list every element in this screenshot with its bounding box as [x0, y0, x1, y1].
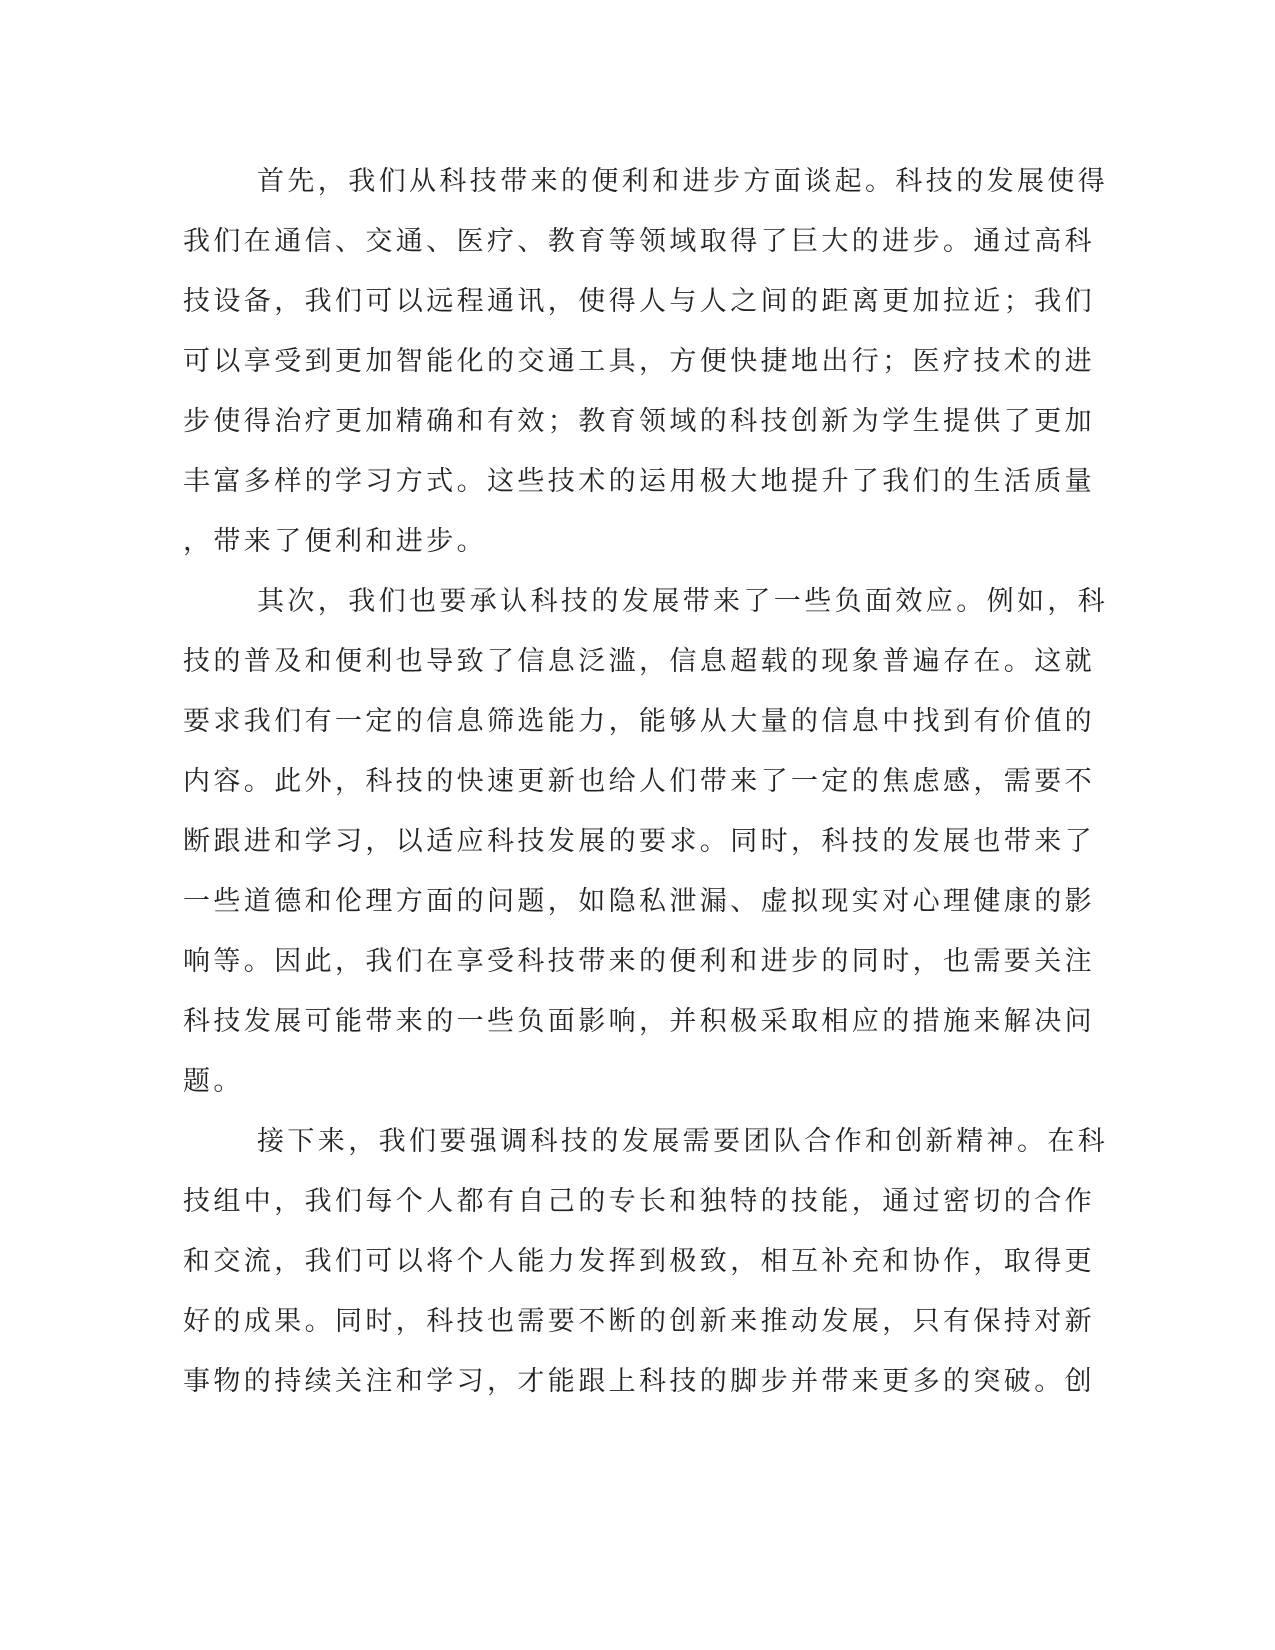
paragraph-line: 步使得治疗更加精确和有效；教育领域的科技创新为学生提供了更加: [183, 406, 1095, 437]
paragraph-line: 可以享受到更加智能化的交通工具，方便快捷地出行；医疗技术的进: [183, 346, 1095, 377]
body-text: [183, 152, 1109, 1412]
paragraph-line: 技组中，我们每个人都有自己的专长和独特的技能，通过密切的合作: [183, 1186, 1095, 1217]
paragraph-line: 响等。因此，我们在享受科技带来的便利和进步的同时，也需要关注: [183, 946, 1095, 977]
paragraph-line: 其次，我们也要承认科技的发展带来了一些负面效应。例如，科: [257, 586, 1109, 617]
paragraph-2: [183, 572, 1109, 1112]
paragraph-line: 题。: [183, 1066, 244, 1097]
paragraph-line: 好的成果。同时，科技也需要不断的创新来推动发展，只有保持对新: [183, 1306, 1095, 1337]
paragraph-line: 我们在通信、交通、医疗、教育等领域取得了巨大的进步。通过高科: [183, 226, 1095, 257]
paragraph-1: [183, 152, 1109, 572]
paragraph-line: 和交流，我们可以将个人能力发挥到极致，相互补充和协作，取得更: [183, 1246, 1095, 1277]
paragraph-line: 断跟进和学习，以适应科技发展的要求。同时，科技的发展也带来了: [183, 826, 1095, 857]
paragraph-line: 接下来，我们要强调科技的发展需要团队合作和创新精神。在科: [257, 1126, 1109, 1157]
paragraph-line: 技设备，我们可以远程通讯，使得人与人之间的距离更加拉近；我们: [183, 286, 1095, 317]
paragraph-line: 丰富多样的学习方式。这些技术的运用极大地提升了我们的生活质量: [183, 466, 1095, 497]
paragraph-line: 事物的持续关注和学习，才能跟上科技的脚步并带来更多的突破。创: [183, 1366, 1095, 1397]
paragraph-line: 一些道德和伦理方面的问题，如隐私泄漏、虚拟现实对心理健康的影: [183, 886, 1095, 917]
paragraph-line: 内容。此外，科技的快速更新也给人们带来了一定的焦虑感，需要不: [183, 766, 1095, 797]
paragraph-line: 科技发展可能带来的一些负面影响，并积极采取相应的措施来解决问: [183, 1006, 1095, 1037]
paragraph-line: 首先，我们从科技带来的便利和进步方面谈起。科技的发展使得: [257, 166, 1109, 197]
paragraph-line: 技的普及和便利也导致了信息泛滥，信息超载的现象普遍存在。这就: [183, 646, 1095, 677]
paragraph-line: 要求我们有一定的信息筛选能力，能够从大量的信息中找到有价值的: [183, 706, 1095, 737]
paragraph-line: ，带来了便利和进步。: [183, 526, 487, 557]
paragraph-3: [183, 1112, 1109, 1412]
